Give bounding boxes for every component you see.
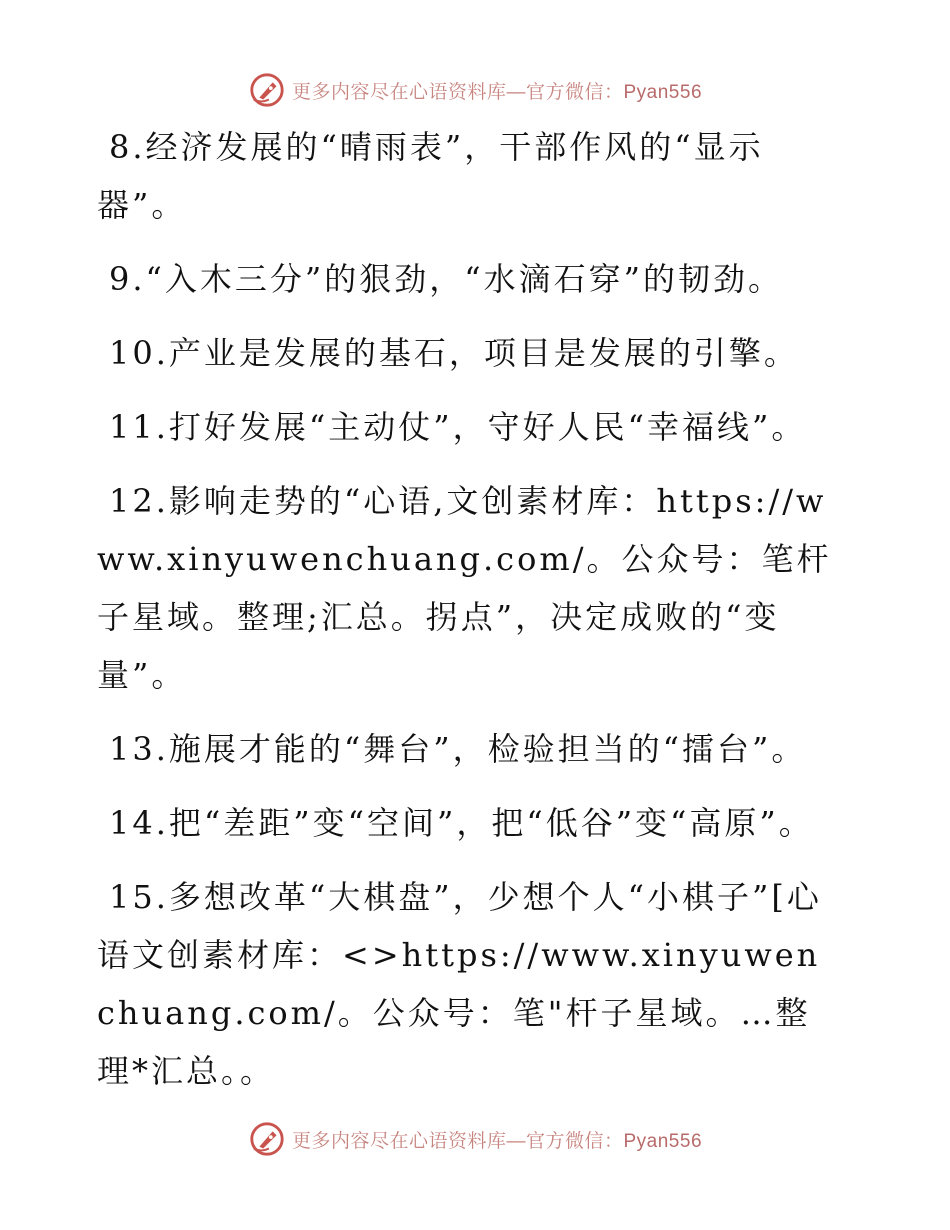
watermark-text: 更多内容尽在心语资料库—官方微信： [291, 81, 624, 103]
footer-watermark [0, 1117, 950, 1161]
watermark-text: 更多内容尽在心语资料库—官方微信： [291, 1130, 624, 1152]
list-item: 10.产业是发展的基石，项目是发展的引擎。 [109, 334, 799, 372]
pen-nib-logo-icon [248, 1120, 286, 1158]
list-item: 14.把“差距”变“空间”，把“低谷”变“高原”。 [109, 804, 814, 842]
list-item: 11.打好发展“主动仗”，守好人民“幸福线”。 [109, 408, 807, 446]
header-watermark [0, 68, 950, 112]
list-item: 13.施展才能的“舞台”，检验担当的“擂台”。 [109, 730, 807, 768]
list-item: 9.“入木三分”的狠劲，“水滴石穿”的韧劲。 [109, 260, 783, 298]
pen-nib-logo-icon [248, 71, 286, 109]
list-item: 15.多想改革“大棋盘”，少想个人“小棋子”[心语文创素材库：<>https://www.xinyuwenchuang.com/。公众号：笔"杆子星域。…整理*汇总。。 [97, 878, 822, 1090]
document-body [97, 118, 837, 1116]
watermark-wechat-id: Pyan556 [623, 81, 703, 103]
list-item: 12.影响走势的“心语,文创素材库：https://www.xinyuwenchuang.com/。公众号：笔杆子星域。整理;汇总。拐点”，决定成败的“变量”。 [97, 482, 832, 694]
watermark-wechat-id: Pyan556 [623, 1130, 703, 1152]
list-item: 8.经济发展的“晴雨表”，干部作风的“显示器”。 [97, 128, 764, 224]
